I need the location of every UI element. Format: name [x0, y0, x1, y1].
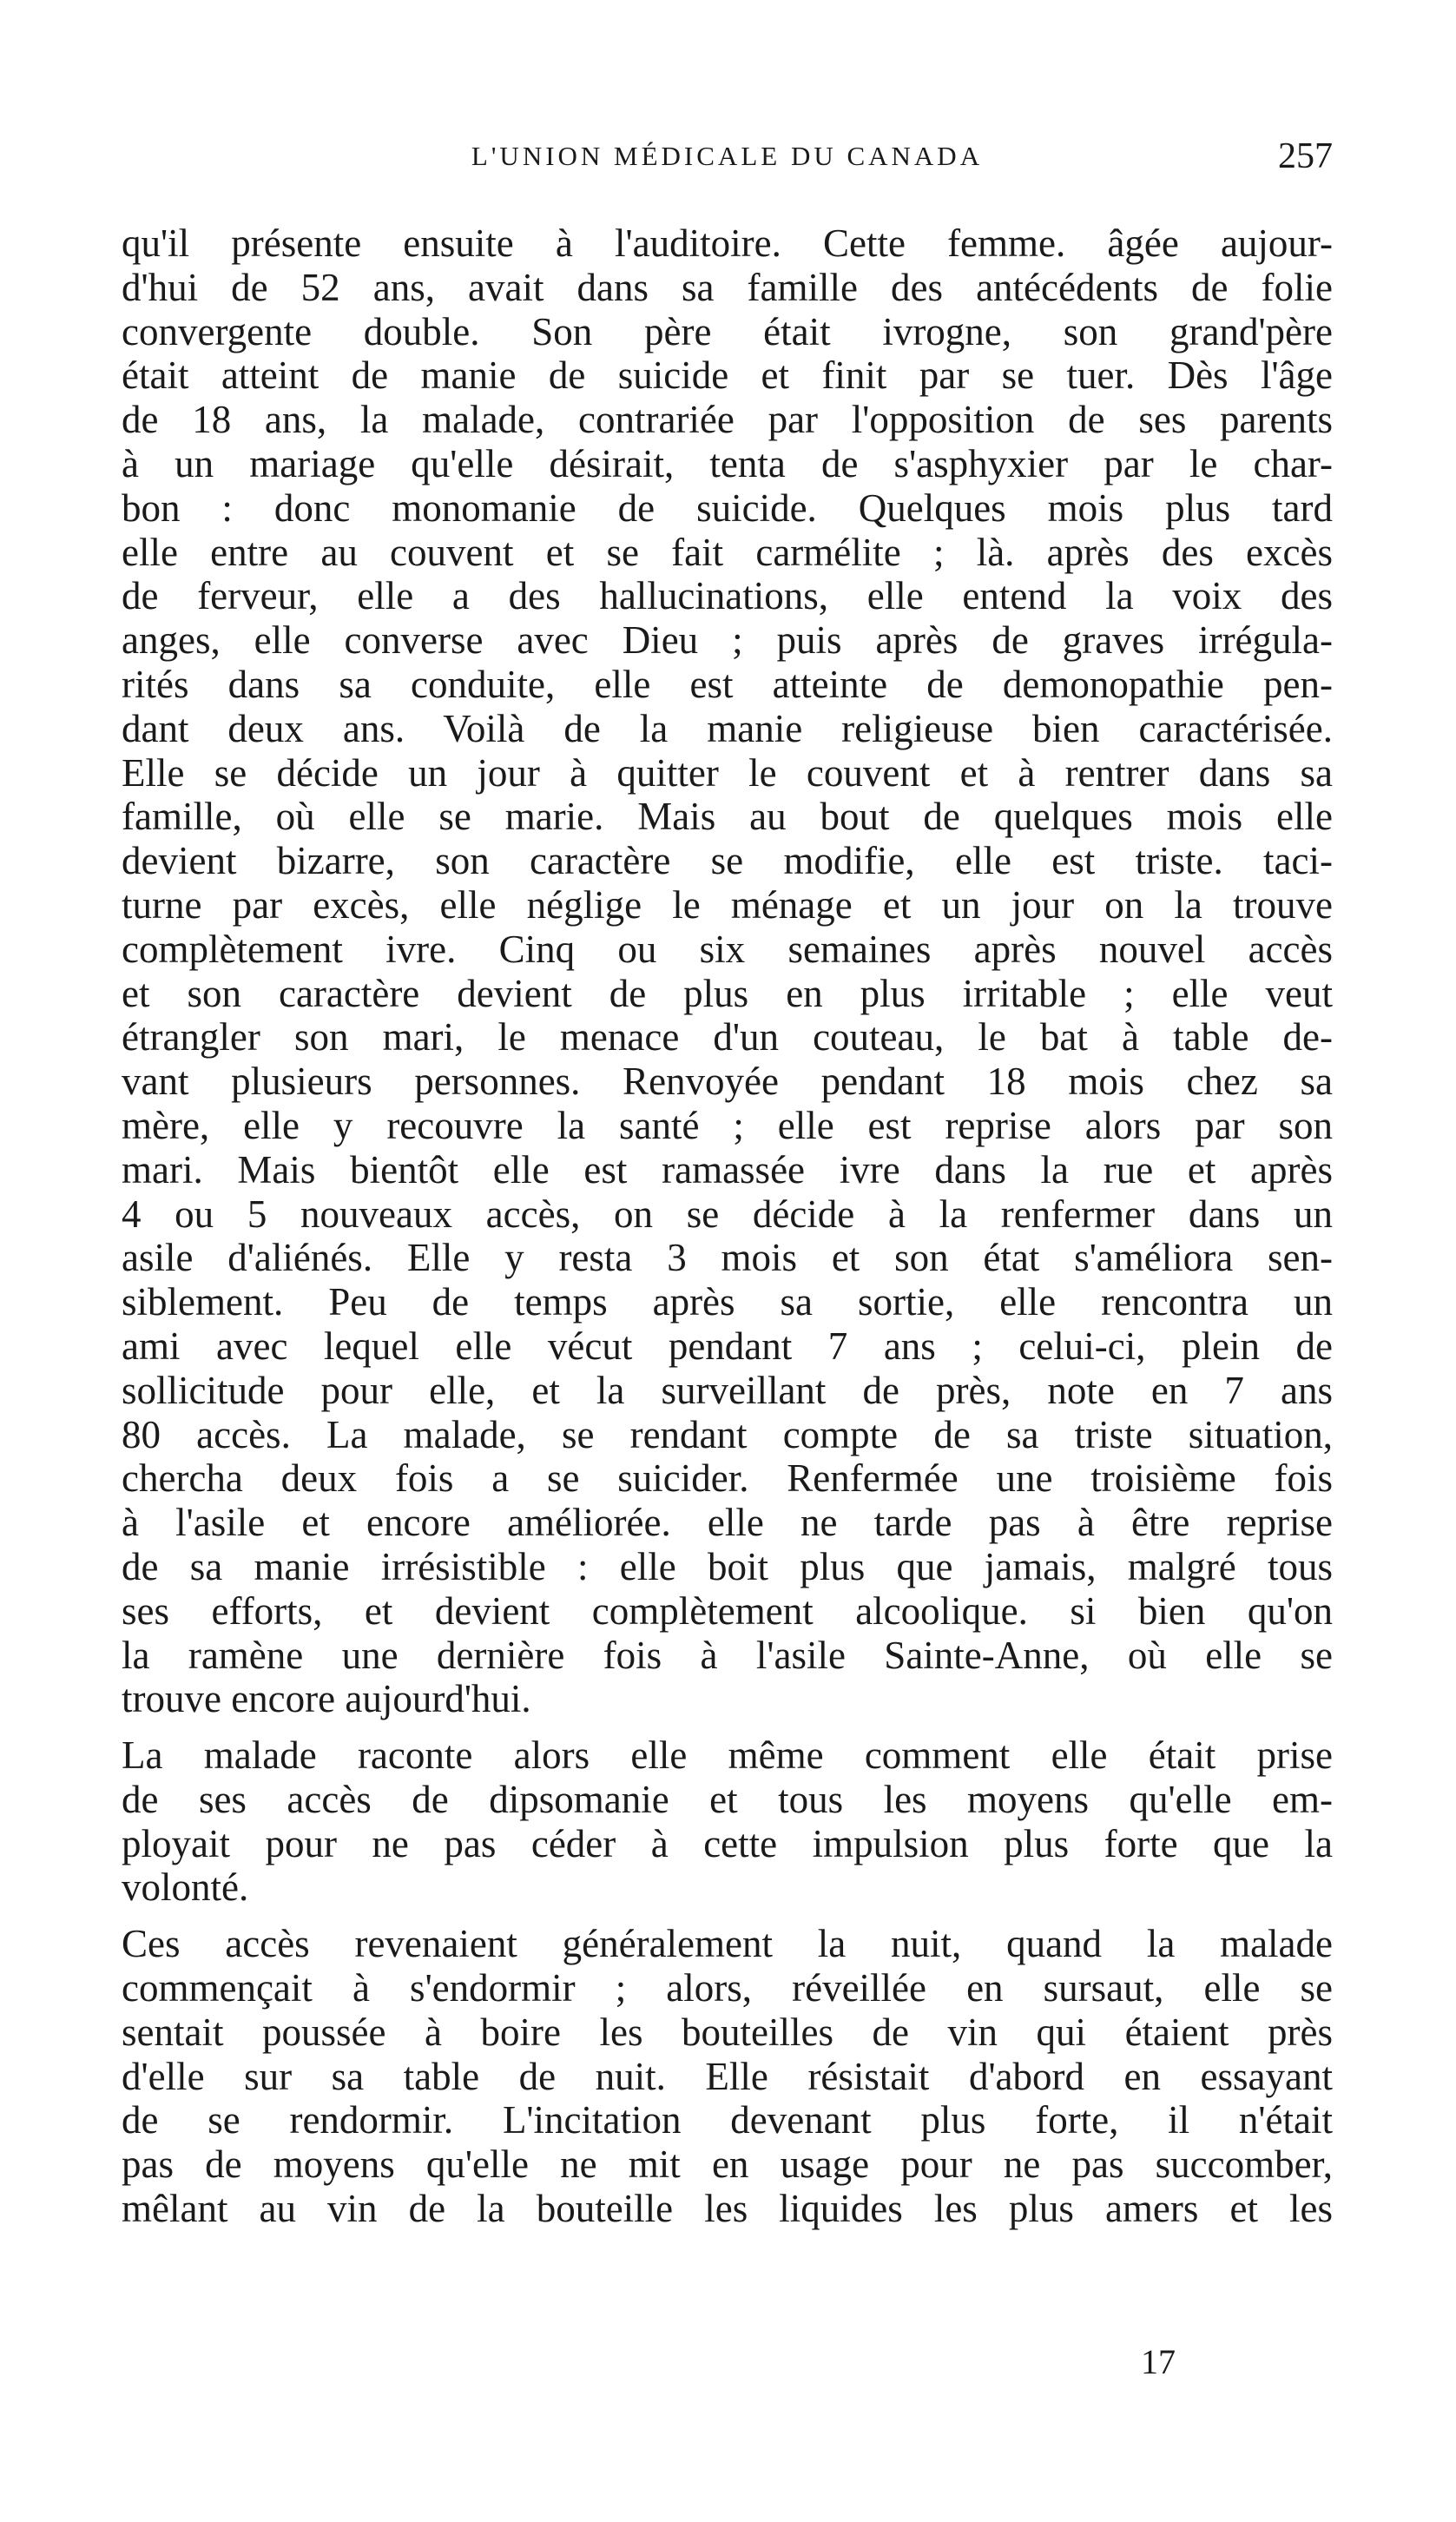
text-line: était atteint de manie de suicide et finit par se tuer. Dès l'âge — [122, 353, 1333, 398]
text-line: 4 ou 5 nouveaux accès, on se décide à la renfermer dans un — [122, 1192, 1333, 1236]
text-line: convergente double. Son père était ivrogne, son grand'père — [122, 309, 1333, 353]
text-line: bon : donc monomanie de suicide. Quelques mois plus tard — [122, 485, 1333, 530]
text-line: commençait à s'endormir ; alors, réveillée en sursaut, elle se — [122, 1966, 1333, 2010]
text-line: famille, où elle se marie. Mais au bout de quelques mois elle — [122, 795, 1333, 839]
text-line: Ces accès revenaient généralement la nuit, quand la malade — [122, 1922, 1333, 1966]
text-line: ami avec lequel elle vécut pendant 7 ans ; celui-ci, plein de — [122, 1324, 1333, 1368]
text-line: la ramène une dernière fois à l'asile Sainte-Anne, où elle se — [122, 1633, 1333, 1677]
text-line: de sa manie irrésistible : elle boit plus que jamais, malgré tous — [122, 1544, 1333, 1588]
body-text — [122, 221, 1333, 2231]
paragraph-2 — [122, 1733, 1333, 1910]
text-line: et son caractère devient de plus en plus irritable ; elle veut — [122, 971, 1333, 1015]
text-line: de se rendormir. L'incitation devenant plus forte, il n'était — [122, 2098, 1333, 2142]
text-line: à l'asile et encore améliorée. elle ne tarde pas à être reprise — [122, 1501, 1333, 1545]
text-line: à un mariage qu'elle désirait, tenta de s'asphyxier par le char- — [122, 441, 1333, 485]
text-line: sollicitude pour elle, et la surveillant de près, note en 7 ans — [122, 1368, 1333, 1412]
text-line: mari. Mais bientôt elle est ramassée ivre dans la rue et après — [122, 1147, 1333, 1192]
paragraph-gap — [122, 1910, 1333, 1922]
running-title: L'UNION MÉDICALE DU CANADA — [471, 141, 984, 171]
text-line: pas de moyens qu'elle ne mit en usage pour ne pas succomber, — [122, 2142, 1333, 2187]
text-line: qu'il présente ensuite à l'auditoire. Cette femme. âgée aujour- — [122, 221, 1333, 265]
text-line: complètement ivre. Cinq ou six semaines après nouvel accès — [122, 927, 1333, 971]
running-head — [122, 136, 1333, 193]
text-line: vant plusieurs personnes. Renvoyée pendant 18 mois chez sa — [122, 1060, 1333, 1104]
text-line: siblement. Peu de temps après sa sortie, elle rencontra un — [122, 1280, 1333, 1324]
text-line: ses efforts, et devient complètement alcoolique. si bien qu'on — [122, 1588, 1333, 1633]
text-line: sentait poussée à boire les bouteilles de vin qui étaient près — [122, 2010, 1333, 2054]
text-line: dant deux ans. Voilà de la manie religieuse bien caractérisée. — [122, 706, 1333, 750]
signature-mark: 17 — [1141, 2342, 1176, 2381]
paragraph-1 — [122, 221, 1333, 1721]
text-line: rités dans sa conduite, elle est atteinte de demonopathie pen- — [122, 662, 1333, 706]
paragraph-3 — [122, 1922, 1333, 2231]
text-line: de ses accès de dipsomanie et tous les moyens qu'elle em- — [122, 1777, 1333, 1821]
text-line: d'elle sur sa table de nuit. Elle résistait d'abord en essayant — [122, 2054, 1333, 2098]
text-line: asile d'aliénés. Elle y resta 3 mois et son état s'améliora sen- — [122, 1236, 1333, 1280]
text-line: La malade raconte alors elle même comment elle était prise — [122, 1733, 1333, 1778]
paragraph-gap — [122, 1721, 1333, 1733]
text-line: anges, elle converse avec Dieu ; puis après de graves irrégula- — [122, 618, 1333, 663]
text-line: d'hui de 52 ans, avait dans sa famille des antécédents de folie — [122, 265, 1333, 309]
text-line: 80 accès. La malade, se rendant compte de sa triste situation, — [122, 1412, 1333, 1456]
page-number: 257 — [1278, 136, 1333, 176]
text-line: étrangler son mari, le menace d'un couteau, le bat à table de- — [122, 1015, 1333, 1060]
text-line: devient bizarre, son caractère se modifie, elle est triste. taci- — [122, 839, 1333, 883]
text-line: trouve encore aujourd'hui. — [122, 1677, 531, 1721]
text-line: mêlant au vin de la bouteille les liquides les plus amers et les — [122, 2187, 1333, 2231]
text-line: Elle se décide un jour à quitter le couvent et à rentrer dans sa — [122, 750, 1333, 795]
text-line: chercha deux fois a se suicider. Renfermée une troisième fois — [122, 1456, 1333, 1501]
text-line: de ferveur, elle a des hallucinations, elle entend la voix des — [122, 574, 1333, 618]
text-line: de 18 ans, la malade, contrariée par l'opposition de ses parents — [122, 398, 1333, 442]
text-line: turne par excès, elle néglige le ménage et un jour on la trouve — [122, 882, 1333, 927]
text-line: ployait pour ne pas céder à cette impulsion plus forte que la — [122, 1821, 1333, 1865]
text-line: elle entre au couvent et se fait carmélite ; là. après des excès — [122, 530, 1333, 574]
text-line: mère, elle y recouvre la santé ; elle est reprise alors par son — [122, 1103, 1333, 1147]
text-line: volonté. — [122, 1865, 249, 1910]
